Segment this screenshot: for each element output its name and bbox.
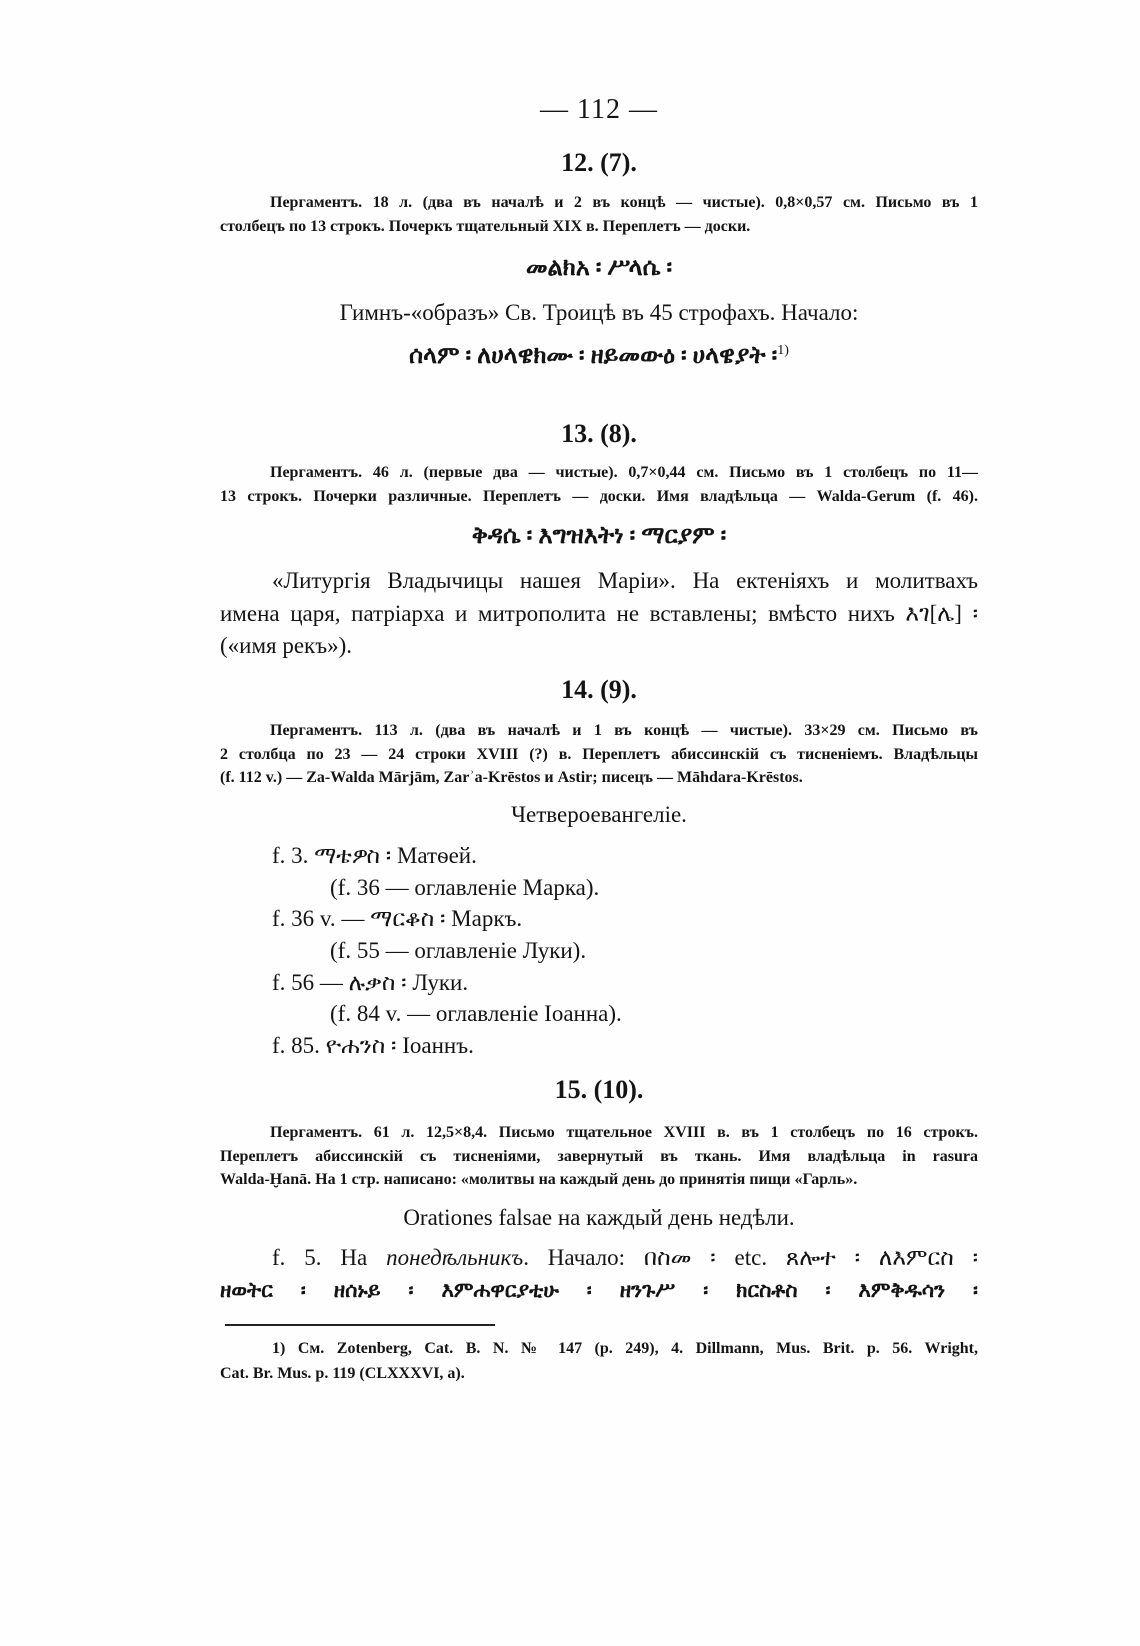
description-line: 13 строкъ. Почерки различные. Переплетъ — доски. Имя владѣльца — Walda-Gerum (f. 46).: [220, 488, 978, 505]
footnote-rule: [225, 1324, 495, 1326]
entry-summary: [220, 565, 978, 663]
description-line: Walda-Ḫanā. На 1 стр. написано: «молитвы на каждый день до принятія пищи «Гарль».: [220, 1171, 858, 1188]
list-item: (f. 55 — оглавленіе Луки).: [330, 938, 587, 964]
list-item: f. 56 — ሉቃስ ፡ Луки.: [272, 969, 469, 995]
summary-line: «Литургія Владычицы нашея Маріи». На ектеніяхъ и молитвахъ: [272, 568, 978, 593]
description-line: (f. 112 v.) — Za-Walda Mārjām, Zarʾa-Krēstos и Astir; писецъ — Māhdara-Krēstos.: [220, 769, 803, 786]
entry-description: [220, 719, 978, 790]
text-line: [220, 1241, 978, 1274]
description-line: Пергаментъ. 61 л. 12,5×8,4. Письмо тщательное XVIII в. въ 1 столбецъ по 16 строкъ.: [270, 1124, 978, 1141]
entry-heading: 12. (7).: [561, 148, 637, 177]
contents-title: Orationes falsae на каждый день недѣли.: [403, 1205, 795, 1230]
description-line: Пергаментъ. 113 л. (два въ началѣ и 1 въ концѣ — чистые). 33×29 см. Письмо въ: [270, 722, 978, 739]
page-number: — 112 —: [540, 94, 658, 125]
ethiopic-incipit: [220, 339, 978, 373]
entry-heading: 13. (8).: [561, 419, 637, 448]
description-line: 2 столбца по 23 — 24 строки XVIII (?) в. Переплетъ абиссинскій съ тисненіемъ. Владѣльцы: [220, 745, 978, 763]
footnote: [220, 1336, 978, 1386]
entry-heading: 15. (10).: [554, 1075, 644, 1104]
list-item: (f. 84 v. — оглавленіе Іоанна).: [330, 1001, 622, 1027]
ethiopic-title: ቅዳሴ ፡ እግዝእትነ ፡ ማርያም ፡: [471, 523, 727, 549]
contents-title: Четвероевангеліе.: [511, 802, 687, 827]
ethiopic-title: መልክአ ፡ ሥላሴ ፡: [525, 255, 673, 281]
footnote-line: Cat. Br. Mus. p. 119 (CLXXXVI, a).: [220, 1365, 465, 1382]
incipit-text: ሰላም ፡ ለሀላዌክሙ ፡ ዘይመውዕ ፡ ሀላዌያት ፡: [409, 343, 778, 369]
text-prefix: f. 5. На: [272, 1245, 387, 1270]
list-item: (f. 36 — оглавленіе Марка).: [330, 874, 600, 900]
description-line: Пергаментъ. 46 л. (первые два — чистые). 0,7×0,44 см. Письмо въ 1 столбецъ по 11—: [270, 464, 978, 481]
footnote-reference: 1): [777, 343, 789, 358]
contents-list: [220, 840, 978, 1062]
entry-description: [220, 1121, 978, 1192]
list-item: f. 36 v. — ማርቆስ ፡ Маркъ.: [272, 906, 523, 932]
summary-line: («имя рекъ»).: [220, 633, 353, 658]
ethiopic-text-line: ዘወትር ፡ ዘሰኑይ ፡ እምሐዋርያቲሁ ፡ ዘንጉሥ ፡ ክርስቶስ ፡ እምቅዱሳን ፡: [220, 1278, 978, 1302]
entry-description: [220, 191, 978, 239]
summary-line: имена царя, патріарха и митрополита не вставлены; вмѣсто нихъ እገ[ሌ] ፡: [220, 600, 978, 626]
weekday-italic: понедѣльникъ: [386, 1245, 524, 1270]
description-line: Пергаментъ. 18 л. (два въ началѣ и 2 въ концѣ — чистые). 0,8×0,57 см. Письмо въ 1: [270, 194, 978, 211]
list-item: f. 3. ማቴዎስ ፡ Матѳей.: [272, 843, 477, 868]
description-line: столбецъ по 13 строкъ. Почеркъ тщательный XIX в. Переплетъ — доски.: [220, 218, 751, 235]
footnote-line: 1) См. Zotenberg, Cat. B. N. № 147 (p. 249), 4. Dillmann, Mus. Brit. p. 56. Wright,: [272, 1340, 978, 1357]
description-line: Переплетъ абиссинскій съ тисненіями, завернутый въ ткань. Имя владѣльца in rasura: [220, 1147, 978, 1165]
list-item: f. 85. ዮሐንስ ፡ Іоаннъ.: [272, 1033, 474, 1059]
entry-summary: Гимнъ-«образъ» Св. Троицѣ въ 45 строфахъ. Начало:: [339, 300, 859, 325]
entry-text: [220, 1241, 978, 1307]
entry-heading: 14. (9).: [561, 675, 637, 704]
entry-description: [220, 461, 978, 509]
text-suffix: . Начало: በስመ ፡ etc. ጸሎተ ፡ ለእምርስ ፡: [523, 1245, 979, 1270]
